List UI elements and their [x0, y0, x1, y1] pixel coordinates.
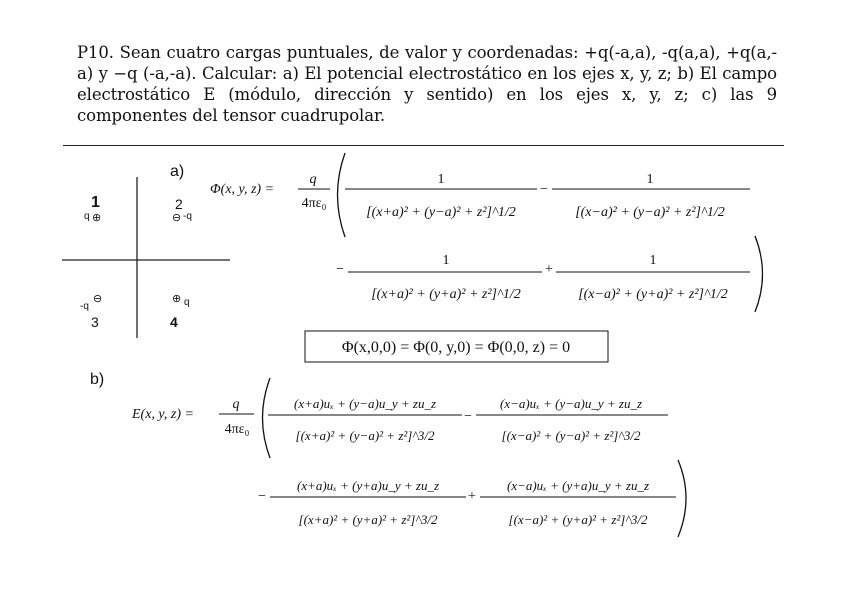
quadrant-4-number: 4	[170, 314, 178, 330]
efield-term2-numerator: (x−a)uₓ + (y−a)u_y + zu_z	[499, 396, 643, 411]
efield-lhs: E(x, y, z) =	[132, 407, 194, 422]
efield-prefactor-numerator: q	[232, 397, 240, 412]
efield-prefactor-denominator: 4πε₀	[224, 422, 250, 437]
svg-text:−: −	[540, 182, 548, 197]
boxed-result: Φ(x,0,0) = Φ(0, y,0) = Φ(0,0, z) = 0	[341, 339, 571, 356]
efield-term2-denominator: [(x−a)² + (y−a)² + z²]^3/2	[501, 428, 641, 443]
svg-text:−: −	[464, 409, 472, 424]
charge-3-negative-icon: ⊖	[93, 293, 103, 305]
svg-text:1: 1	[649, 253, 657, 268]
efield-term4-denominator: [(x−a)² + (y+a)² + z²]^3/2	[508, 512, 648, 527]
efield-term1-numerator: (x+a)uₓ + (y−a)u_y + zu_z	[293, 396, 437, 411]
efield-term4-numerator: (x−a)uₓ + (y+a)u_y + zu_z	[506, 478, 650, 493]
potential-term2-denominator: [(x−a)² + (y−a)² + z²]^1/2	[575, 205, 725, 220]
quadrant-3-number: 3	[91, 314, 99, 330]
efield-term3-numerator: (x+a)uₓ + (y+a)u_y + zu_z	[296, 478, 440, 493]
efield-open-paren	[263, 378, 271, 458]
potential-prefactor-denominator: 4πε₀	[301, 196, 327, 211]
part-b-label: b)	[90, 371, 105, 388]
svg-text:1: 1	[437, 172, 445, 187]
efield-term3-denominator: [(x+a)² + (y+a)² + z²]^3/2	[298, 512, 438, 527]
potential-term3-denominator: [(x+a)² + (y+a)² + z²]^1/2	[371, 287, 521, 302]
efield-term1-denominator: [(x+a)² + (y−a)² + z²]^3/2	[295, 428, 435, 443]
charge-4-positive-icon: ⊕	[172, 293, 182, 305]
charge-1-positive-icon: ⊕	[92, 212, 102, 224]
part-a-label: a)	[170, 163, 185, 180]
charge-1-label: q	[84, 211, 90, 222]
efield-close-paren	[678, 460, 686, 537]
potential-prefactor-numerator: q	[309, 172, 317, 187]
charge-2-negative-icon: ⊖	[172, 212, 182, 224]
quadrant-1-number: 1	[91, 194, 100, 211]
svg-text:−: −	[258, 489, 266, 504]
charge-3-label: -q	[80, 301, 89, 312]
problem-statement: P10. Sean cuatro cargas puntuales, de valor y coordenadas: +q(-a,a), -q(a,a), +q(a,-a) y −q (-a,-a). Calcular: a) El potencial electrostático en los ejes x, y, z; b) El campo electrostático E (módulo, dirección y sentido) en los ejes x, y, z; c) las 9 componentes del tensor cuadrupolar.	[77, 43, 777, 125]
potential-open-paren	[338, 153, 346, 237]
quadrant-2-number: 2	[175, 196, 183, 212]
charge-2-label: -q	[183, 211, 192, 222]
potential-close-paren	[755, 236, 763, 312]
svg-text:+: +	[545, 262, 553, 277]
svg-text:1: 1	[646, 172, 654, 187]
charge-4-label: q	[184, 297, 190, 308]
potential-term1-denominator: [(x+a)² + (y−a)² + z²]^1/2	[366, 205, 516, 220]
potential-lhs: Φ(x, y, z) =	[210, 182, 275, 197]
svg-text:+: +	[468, 489, 476, 504]
svg-text:1: 1	[442, 253, 450, 268]
svg-text:−: −	[336, 262, 344, 277]
potential-term4-denominator: [(x−a)² + (y+a)² + z²]^1/2	[578, 287, 728, 302]
